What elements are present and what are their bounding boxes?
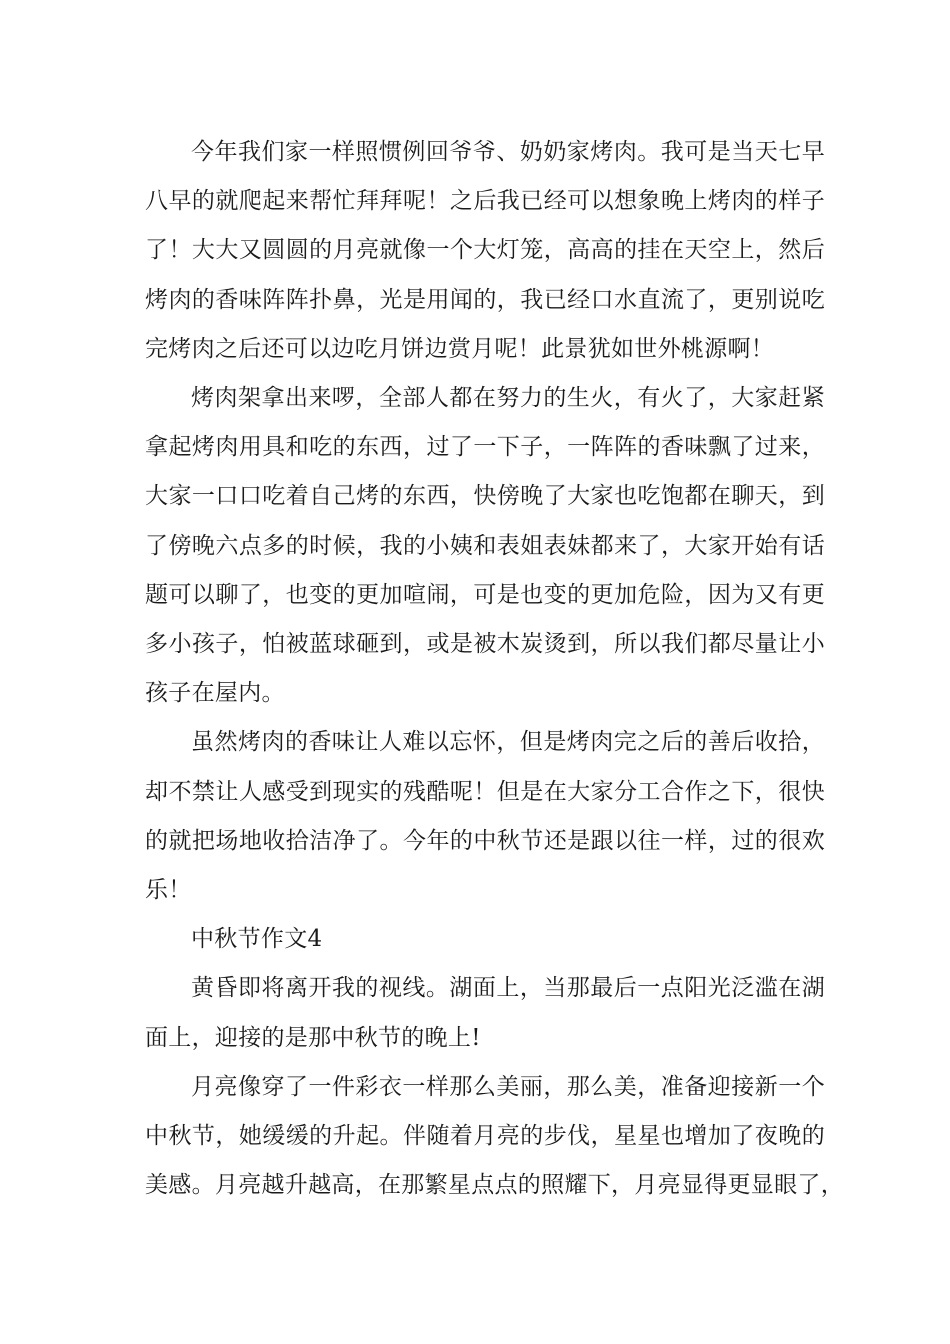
text-line: 烤肉的香味阵阵扑鼻，光是用闻的，我已经口水直流了，更别说吃 (145, 286, 825, 313)
text-line: 中秋节，她缓缓的升起。伴随着月亮的步伐，星星也增加了夜晚的 (145, 1123, 825, 1150)
text-line: 题可以聊了，也变的更加喧闹，可是也变的更加危险，因为又有更 (145, 581, 825, 608)
heading-line: 中秋节作文4 (191, 926, 323, 953)
text-line: 月亮像穿了一件彩衣一样那么美丽，那么美，准备迎接新一个 (191, 1073, 825, 1100)
paragraph-1 (145, 128, 825, 374)
text-line: 黄昏即将离开我的视线。湖面上，当那最后一点阳光泛滥在湖 (191, 975, 825, 1002)
text-line: 完烤肉之后还可以边吃月饼边赏月呢！此景犹如世外桃源啊！ (145, 335, 775, 362)
text-line: 了！大大又圆圆的月亮就像一个大灯笼，高高的挂在天空上，然后 (145, 237, 825, 264)
paragraph-5 (145, 964, 825, 1062)
text-line: 却不禁让人感受到现实的残酷呢！但是在大家分工合作之下，很快 (145, 778, 825, 805)
text-line: 乐！ (145, 877, 192, 904)
text-line: 今年我们家一样照惯例回爷爷、奶奶家烤肉。我可是当天七早 (191, 139, 825, 165)
text-line: 面上，迎接的是那中秋节的晚上! (145, 1024, 481, 1051)
text-line: 美感。月亮越升越高，在那繁星点点的照耀下，月亮显得更显眼了， (145, 1172, 844, 1199)
section-heading (145, 915, 825, 964)
text-line: 孩子在屋内。 (145, 680, 285, 707)
text-line: 多小孩子，怕被蓝球砸到，或是被木炭烫到，所以我们都尽量让小 (145, 631, 825, 658)
text-line: 八早的就爬起来帮忙拜拜呢！之后我已经可以想象晚上烤肉的样子 (145, 188, 825, 215)
text-line: 烤肉架拿出来啰，全部人都在努力的生火，有火了，大家赶紧 (191, 385, 825, 412)
text-line: 拿起烤肉用具和吃的东西，过了一下子，一阵阵的香味飘了过来， (145, 434, 825, 461)
paragraph-2 (145, 374, 825, 718)
text-line: 大家一口口吃着自己烤的东西，快傍晚了大家也吃饱都在聊天，到 (145, 483, 825, 510)
essay-body (145, 128, 844, 1210)
text-line: 虽然烤肉的香味让人难以忘怀，但是烤肉完之后的善后收拾， (191, 729, 825, 756)
text-line: 的就把场地收拾洁净了。今年的中秋节还是跟以往一样，过的很欢 (145, 827, 825, 854)
paragraph-6 (145, 1063, 844, 1211)
paragraph-3 (145, 718, 825, 915)
text-line: 了傍晚六点多的时候，我的小姨和表姐表妹都来了，大家开始有话 (145, 532, 825, 559)
